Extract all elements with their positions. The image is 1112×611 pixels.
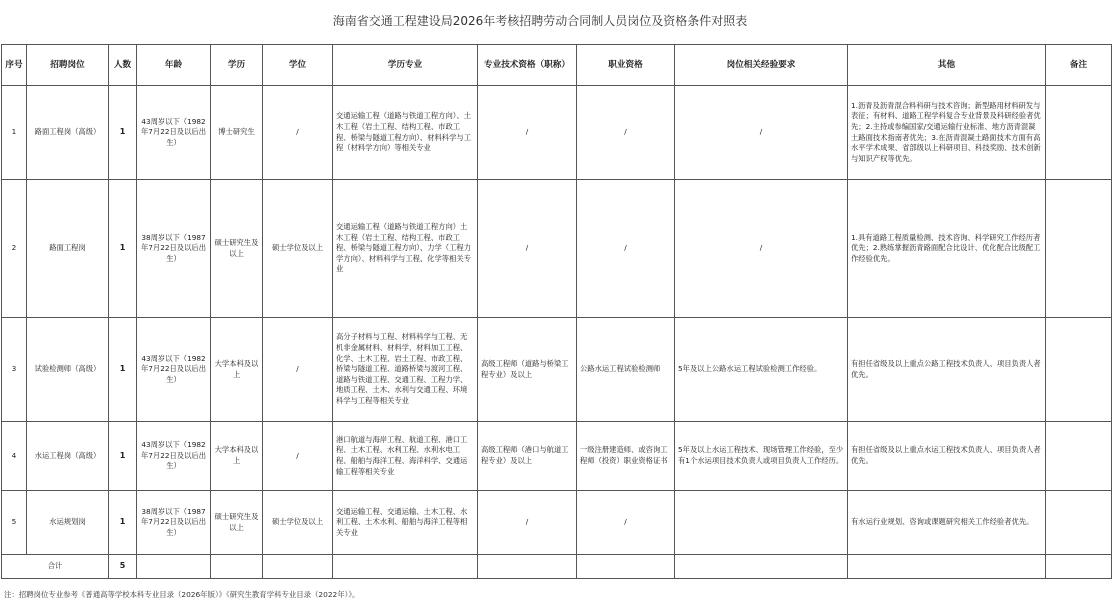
header-count: 人数 — [109, 45, 137, 86]
cell-other: 有水运行业规划、咨询或课题研究相关工作经验者优先。 — [848, 491, 1046, 555]
header-age: 年龄 — [137, 45, 211, 86]
cell-major: 交通运输工程（道路与铁道工程方向）土木工程（岩土工程、结构工程、市政工程、桥梁与隧道工程方向）、力学（工程力学方向）、材料科学与工程、化学等相关专业 — [333, 180, 478, 318]
cell-title-req: / — [478, 491, 577, 555]
page-title: 海南省交通工程建设局2026年考核招聘劳动合同制人员岗位及资格条件对照表 — [332, 14, 748, 28]
cell-qualification: / — [577, 491, 675, 555]
cell-title-req: / — [478, 180, 577, 318]
cell-qualification: 一级注册建造师、或咨询工程师（投资）职业资格证书 — [577, 422, 675, 491]
cell-seq: 3 — [2, 318, 27, 422]
cell-count: 1 — [109, 422, 137, 491]
cell-qualification: / — [577, 86, 675, 180]
cell-experience: / — [675, 180, 848, 318]
cell-seq: 2 — [2, 180, 27, 318]
cell-education: 大学本科及以上 — [211, 422, 263, 491]
cell-other: 1.具有道路工程质量检测、技术咨询、科学研究工作经历者优先；2.熟练掌握沥青路面配合比设计、优化配合比级配工作经验优先。 — [848, 180, 1046, 318]
table-row — [2, 86, 1112, 180]
cell-position: 路面工程岗 — [27, 180, 109, 318]
cell-qualification: 公路水运工程试验检测师 — [577, 318, 675, 422]
table-row — [2, 491, 1112, 555]
cell-age: 38周岁以下（1987年7月22日及以后出生） — [137, 180, 211, 318]
header-other: 其他 — [848, 45, 1046, 86]
header-seq: 序号 — [2, 45, 27, 86]
cell-count: 1 — [109, 180, 137, 318]
header-remarks: 备注 — [1046, 45, 1112, 86]
cell-count: 1 — [109, 491, 137, 555]
cell-major: 高分子材料与工程、材料科学与工程、无机非金属材料、材料学、材料加工工程、化学、土木工程、岩土工程、市政工程、桥梁与隧道工程、道路桥梁与渡河工程、道路与铁道工程、交通工程、工程力学、地质工程、土木、水利与交通工程、环境科学与工程等相关专业 — [333, 318, 478, 422]
cell-major: 交通运输工程（道路与铁道工程方向）、土木工程（岩土工程、结构工程、市政工程、桥梁与隧道工程方向）、材料科学与工程（材料学方向）等相关专业 — [333, 86, 478, 180]
cell-education: 博士研究生 — [211, 86, 263, 180]
cell-degree: / — [263, 422, 333, 491]
cell-degree: / — [263, 318, 333, 422]
cell-count: 1 — [109, 318, 137, 422]
header-qualification: 职业资格 — [577, 45, 675, 86]
cell-age: 43周岁以下（1982年7月22日及以后出生） — [137, 86, 211, 180]
cell-position: 水运工程岗（高级） — [27, 422, 109, 491]
cell-remarks — [1046, 318, 1112, 422]
header-title-req: 专业技术资格（职称） — [478, 45, 577, 86]
cell-age: 38周岁以下（1987年7月22日及以后出生） — [137, 491, 211, 555]
cell-experience — [675, 491, 848, 555]
cell-seq: 5 — [2, 491, 27, 555]
header-education: 学历 — [211, 45, 263, 86]
cell-position: 路面工程岗（高级） — [27, 86, 109, 180]
total-count: 5 — [109, 555, 137, 579]
cell-education: 硕士研究生及以上 — [211, 491, 263, 555]
header-degree: 学位 — [263, 45, 333, 86]
table-row — [2, 422, 1112, 491]
cell-remarks — [1046, 491, 1112, 555]
cell-experience: / — [675, 86, 848, 180]
cell-degree: / — [263, 86, 333, 180]
cell-count: 1 — [109, 86, 137, 180]
total-row — [2, 555, 1112, 579]
footnote: 注：招聘岗位专业参考《普通高等学校本科专业目录（2026年版）》《研究生教育学科专业目录（2022年）》。 — [4, 590, 360, 599]
cell-degree: 硕士学位及以上 — [263, 180, 333, 318]
cell-other: 有担任省级及以上重点公路工程技术负责人、项目负责人者优先。 — [848, 318, 1046, 422]
cell-experience: 5年及以上公路水运工程试验检测工作经验。 — [675, 318, 848, 422]
cell-age: 43周岁以下（1982年7月22日及以后出生） — [137, 318, 211, 422]
cell-remarks — [1046, 422, 1112, 491]
cell-title-req: 高级工程师（港口与航道工程专业）及以上 — [478, 422, 577, 491]
table-row — [2, 180, 1112, 318]
cell-major: 交通运输工程、交通运输、土木工程、水利工程、土木水利、船舶与海洋工程等相关专业 — [333, 491, 478, 555]
cell-seq: 1 — [2, 86, 27, 180]
cell-position: 试验检测师（高级） — [27, 318, 109, 422]
cell-education: 大学本科及以上 — [211, 318, 263, 422]
cell-qualification: / — [577, 180, 675, 318]
cell-title-req: / — [478, 86, 577, 180]
cell-seq: 4 — [2, 422, 27, 491]
cell-remarks — [1046, 86, 1112, 180]
cell-major: 港口航道与海岸工程、航道工程、港口工程、土木工程、水利工程、水利水电工程、船舶与海洋工程、海洋科学、交通运输工程等相关专业 — [333, 422, 478, 491]
total-label: 合计 — [2, 555, 109, 579]
table-row — [2, 318, 1112, 422]
table-header-row — [2, 45, 1112, 86]
cell-title-req: 高级工程师（道路与桥梁工程专业）及以上 — [478, 318, 577, 422]
cell-other: 1.沥青及沥青混合料科研与技术咨询；新型路用材料研发与表征；有材料、道路工程学科复合专业背景及科研经验者优先；2.主持或参编国家/交通运输行业标准、地方沥青混凝土路面技术指南者优先；3.在沥青混凝土路面技术方面有高水平学术成果、省部级以上科研项目、科技奖励、技术创新与知识产权等优先。 — [848, 86, 1046, 180]
header-position: 招聘岗位 — [27, 45, 109, 86]
positions-table — [1, 44, 1112, 579]
cell-experience: 5年及以上水运工程技术、现场管理工作经验，至少有1个水运项目技术负责人或项目负责人工作经历。 — [675, 422, 848, 491]
cell-remarks — [1046, 180, 1112, 318]
cell-other: 有担任省级及以上重点水运工程技术负责人、项目负责人者优先。 — [848, 422, 1046, 491]
cell-position: 水运规划岗 — [27, 491, 109, 555]
header-major: 学历专业 — [333, 45, 478, 86]
cell-education: 硕士研究生及以上 — [211, 180, 263, 318]
header-experience: 岗位相关经验要求 — [675, 45, 848, 86]
cell-degree: 硕士学位及以上 — [263, 491, 333, 555]
cell-age: 43周岁以下（1982年7月22日及以后出生） — [137, 422, 211, 491]
